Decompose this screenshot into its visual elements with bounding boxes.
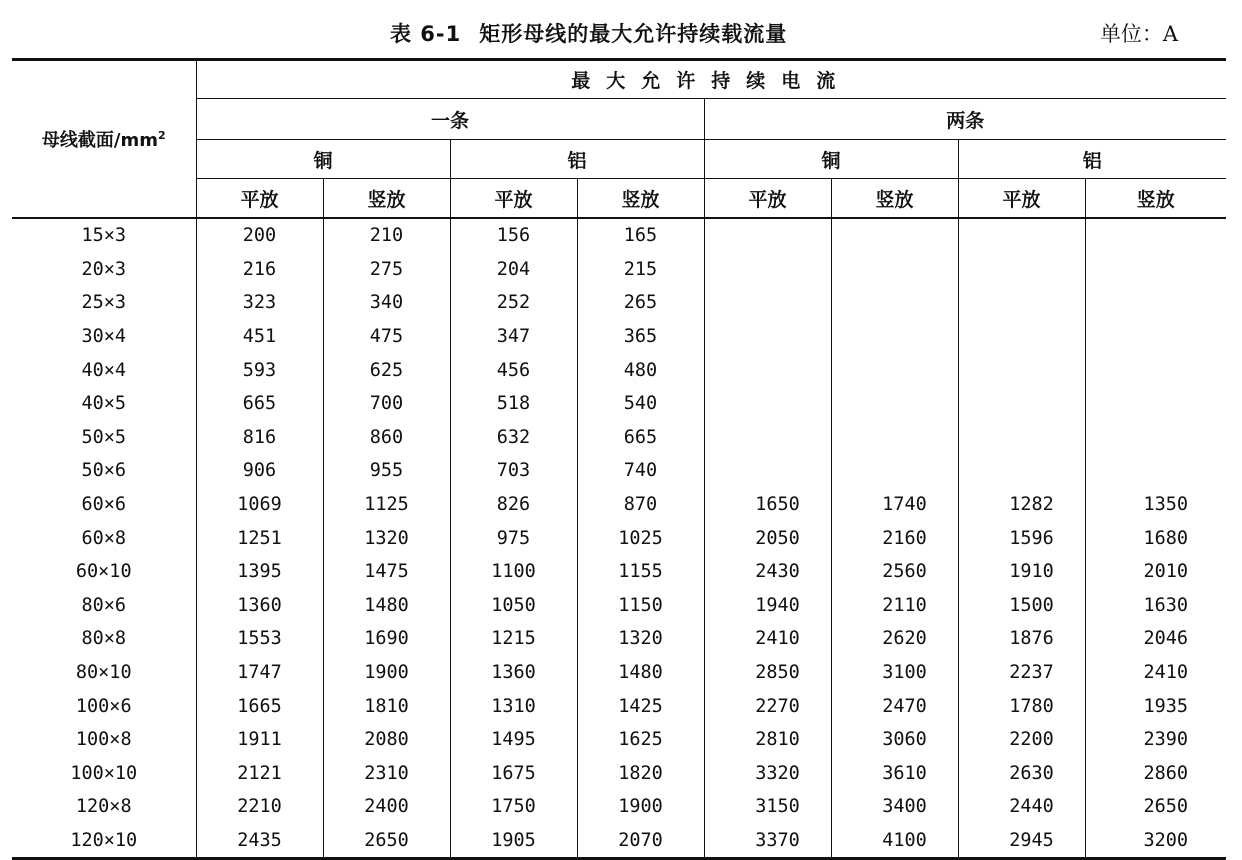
current-value-cell: 1500 bbox=[958, 589, 1085, 623]
current-value-cell bbox=[704, 454, 831, 488]
current-value-cell: 156 bbox=[450, 218, 577, 253]
current-value-cell: 3150 bbox=[704, 790, 831, 824]
current-value-cell: 2650 bbox=[323, 824, 450, 859]
current-value-cell: 2070 bbox=[577, 824, 704, 859]
current-value-cell: 703 bbox=[450, 454, 577, 488]
section-cell: 100×6 bbox=[12, 689, 196, 723]
current-value-cell: 216 bbox=[196, 253, 323, 287]
current-value-cell: 740 bbox=[577, 454, 704, 488]
current-value-cell: 1350 bbox=[1143, 494, 1189, 516]
current-value-cell: 2945 bbox=[958, 824, 1085, 859]
current-value-cell: 2046 bbox=[1143, 628, 1189, 650]
current-value-cell: 2810 bbox=[704, 723, 831, 757]
current-value-cell: 1320 bbox=[577, 622, 704, 656]
current-value-cell: 1100 bbox=[450, 555, 577, 589]
flat-header: 平放 bbox=[450, 179, 577, 219]
table-row bbox=[12, 320, 1226, 354]
current-value-cell bbox=[958, 320, 1085, 354]
current-value-cell bbox=[704, 353, 831, 387]
section-cell: 15×3 bbox=[12, 218, 196, 253]
table-row bbox=[12, 622, 1226, 656]
current-value-cell: 2620 bbox=[831, 622, 958, 656]
section-cell: 60×8 bbox=[12, 521, 196, 555]
current-value-cell: 265 bbox=[577, 286, 704, 320]
section-cell: 60×10 bbox=[12, 555, 196, 589]
vertical-header: 竖放 bbox=[323, 179, 450, 219]
current-value-cell: 2430 bbox=[704, 555, 831, 589]
current-value-cell bbox=[704, 387, 831, 421]
table-title-text: 矩形母线的最大允许持续载流量 bbox=[479, 22, 788, 46]
current-value-cell: 975 bbox=[450, 521, 577, 555]
current-value-cell bbox=[1085, 454, 1226, 488]
current-value-cell: 1251 bbox=[196, 521, 323, 555]
current-value-cell bbox=[958, 286, 1085, 320]
current-value-cell bbox=[1085, 286, 1226, 320]
current-value-cell: 1125 bbox=[323, 488, 450, 522]
current-value-cell: 3400 bbox=[831, 790, 958, 824]
current-value-cell bbox=[1085, 253, 1226, 287]
current-value-cell: 456 bbox=[450, 353, 577, 387]
section-cell: 20×3 bbox=[12, 253, 196, 287]
current-value-cell: 2110 bbox=[831, 589, 958, 623]
current-value-cell: 1940 bbox=[704, 589, 831, 623]
current-value-cell: 2650 bbox=[1143, 796, 1189, 818]
current-value-cell: 955 bbox=[323, 454, 450, 488]
current-value-cell: 2435 bbox=[196, 824, 323, 859]
current-capacity-table bbox=[12, 58, 1226, 860]
current-value-cell bbox=[704, 253, 831, 287]
current-value-cell: 1150 bbox=[577, 589, 704, 623]
table-row bbox=[12, 253, 1226, 287]
current-value-cell bbox=[831, 387, 958, 421]
current-value-cell: 1425 bbox=[577, 689, 704, 723]
current-value-cell: 1665 bbox=[196, 689, 323, 723]
current-value-cell bbox=[958, 387, 1085, 421]
current-value-cell: 1650 bbox=[704, 488, 831, 522]
table-row bbox=[12, 589, 1226, 623]
current-value-cell: 2121 bbox=[196, 757, 323, 791]
current-value-cell: 2200 bbox=[958, 723, 1085, 757]
current-value-cell bbox=[958, 454, 1085, 488]
current-value-cell: 1475 bbox=[323, 555, 450, 589]
current-value-cell: 210 bbox=[323, 218, 450, 253]
table-row bbox=[12, 421, 1226, 455]
current-value-cell: 665 bbox=[577, 421, 704, 455]
current-value-cell: 1876 bbox=[958, 622, 1085, 656]
current-value-cell: 2237 bbox=[958, 656, 1085, 690]
table-row bbox=[12, 757, 1226, 791]
current-value-cell: 2080 bbox=[323, 723, 450, 757]
current-value-cell: 3200 bbox=[1085, 824, 1226, 859]
table-row bbox=[12, 218, 1226, 253]
one-bar-copper-header: 铜 bbox=[196, 140, 450, 179]
current-value-cell: 340 bbox=[323, 286, 450, 320]
table-title bbox=[390, 18, 787, 48]
current-value-cell: 593 bbox=[196, 353, 323, 387]
current-value-cell: 1750 bbox=[450, 790, 577, 824]
section-cell: 50×6 bbox=[12, 454, 196, 488]
current-value-cell: 200 bbox=[196, 218, 323, 253]
current-value-cell: 1810 bbox=[323, 689, 450, 723]
current-value-cell: 625 bbox=[323, 353, 450, 387]
section-cell: 60×6 bbox=[12, 488, 196, 522]
section-header-sup: 2 bbox=[157, 129, 166, 142]
current-value-cell: 870 bbox=[577, 488, 704, 522]
current-value-cell bbox=[831, 454, 958, 488]
current-value-cell: 1625 bbox=[577, 723, 704, 757]
current-value-cell bbox=[831, 218, 958, 253]
current-value-cell: 3370 bbox=[704, 824, 831, 859]
current-value-cell: 1900 bbox=[323, 656, 450, 690]
table-row bbox=[12, 555, 1226, 589]
current-value-cell bbox=[831, 353, 958, 387]
current-value-cell: 2010 bbox=[1143, 561, 1189, 583]
current-value-cell: 1900 bbox=[577, 790, 704, 824]
current-value-cell: 1935 bbox=[1143, 695, 1189, 717]
current-value-cell: 2210 bbox=[196, 790, 323, 824]
current-value-cell: 1310 bbox=[450, 689, 577, 723]
current-value-cell: 1320 bbox=[323, 521, 450, 555]
two-bars-copper-header: 铜 bbox=[704, 140, 958, 179]
current-value-cell: 2440 bbox=[958, 790, 1085, 824]
current-value-cell: 1596 bbox=[958, 521, 1085, 555]
unit-label: 单位：A bbox=[1099, 22, 1178, 46]
current-value-cell bbox=[704, 421, 831, 455]
current-value-cell: 1282 bbox=[958, 488, 1085, 522]
current-value-cell: 3320 bbox=[704, 757, 831, 791]
current-value-cell bbox=[831, 253, 958, 287]
current-value-cell: 540 bbox=[577, 387, 704, 421]
two-bars-header: 两条 bbox=[704, 99, 1226, 140]
current-value-cell: 4100 bbox=[831, 824, 958, 859]
current-value-cell: 1395 bbox=[196, 555, 323, 589]
table-body bbox=[12, 218, 1226, 859]
current-value-cell: 3060 bbox=[831, 723, 958, 757]
current-value-cell: 475 bbox=[323, 320, 450, 354]
section-header-label: 母线截面/mm bbox=[41, 130, 158, 151]
current-value-cell: 700 bbox=[323, 387, 450, 421]
current-value-cell bbox=[958, 353, 1085, 387]
current-value-cell: 1911 bbox=[196, 723, 323, 757]
section-cell: 30×4 bbox=[12, 320, 196, 354]
current-value-cell: 480 bbox=[577, 353, 704, 387]
current-value-cell: 1675 bbox=[450, 757, 577, 791]
current-value-cell: 1680 bbox=[1143, 527, 1189, 549]
current-value-cell: 1690 bbox=[323, 622, 450, 656]
current-value-cell: 2630 bbox=[958, 757, 1085, 791]
current-value-cell bbox=[1085, 320, 1226, 354]
current-value-cell bbox=[958, 218, 1085, 253]
current-value-cell: 518 bbox=[450, 387, 577, 421]
current-value-cell: 1630 bbox=[1143, 594, 1189, 616]
flat-header: 平放 bbox=[958, 179, 1085, 219]
table-row bbox=[12, 824, 1226, 859]
table-row bbox=[12, 286, 1226, 320]
current-value-cell: 826 bbox=[450, 488, 577, 522]
table-row bbox=[12, 454, 1226, 488]
current-value-cell: 2310 bbox=[323, 757, 450, 791]
current-value-cell: 1910 bbox=[958, 555, 1085, 589]
current-value-cell: 3100 bbox=[831, 656, 958, 690]
max-current-header: 最大允许持续电流 bbox=[196, 60, 1226, 99]
current-value-cell bbox=[704, 286, 831, 320]
one-bar-header: 一条 bbox=[196, 99, 704, 140]
section-header bbox=[12, 60, 196, 219]
current-value-cell: 816 bbox=[196, 421, 323, 455]
one-bar-aluminum-header: 铝 bbox=[450, 140, 704, 179]
current-value-cell: 1215 bbox=[450, 622, 577, 656]
table-row bbox=[12, 353, 1226, 387]
flat-header: 平放 bbox=[704, 179, 831, 219]
current-value-cell: 1780 bbox=[958, 689, 1085, 723]
current-value-cell: 1820 bbox=[577, 757, 704, 791]
vertical-header: 竖放 bbox=[1085, 179, 1226, 219]
current-value-cell: 1069 bbox=[196, 488, 323, 522]
current-value-cell bbox=[1085, 387, 1226, 421]
current-value-cell: 275 bbox=[323, 253, 450, 287]
current-value-cell: 1553 bbox=[196, 622, 323, 656]
table-row bbox=[12, 488, 1226, 522]
current-value-cell: 252 bbox=[450, 286, 577, 320]
flat-header: 平放 bbox=[196, 179, 323, 219]
current-value-cell: 632 bbox=[450, 421, 577, 455]
section-cell: 25×3 bbox=[12, 286, 196, 320]
section-cell: 40×4 bbox=[12, 353, 196, 387]
current-value-cell: 1905 bbox=[450, 824, 577, 859]
current-value-cell: 2270 bbox=[704, 689, 831, 723]
current-value-cell: 2850 bbox=[704, 656, 831, 690]
current-value-cell: 2470 bbox=[831, 689, 958, 723]
vertical-header: 竖放 bbox=[831, 179, 958, 219]
current-value-cell: 860 bbox=[323, 421, 450, 455]
current-value-cell: 2400 bbox=[323, 790, 450, 824]
current-value-cell: 1360 bbox=[450, 656, 577, 690]
current-value-cell: 1360 bbox=[196, 589, 323, 623]
table-row bbox=[12, 723, 1226, 757]
current-value-cell: 204 bbox=[450, 253, 577, 287]
current-value-cell bbox=[831, 320, 958, 354]
table-row bbox=[12, 656, 1226, 690]
current-value-cell: 906 bbox=[196, 454, 323, 488]
section-cell: 50×5 bbox=[12, 421, 196, 455]
current-value-cell: 215 bbox=[577, 253, 704, 287]
table-row bbox=[12, 387, 1226, 421]
current-value-cell bbox=[1085, 353, 1226, 387]
section-cell: 120×8 bbox=[12, 790, 196, 824]
current-value-cell: 1495 bbox=[450, 723, 577, 757]
current-value-cell: 1155 bbox=[577, 555, 704, 589]
current-value-cell bbox=[831, 286, 958, 320]
table-caption bbox=[0, 14, 1242, 54]
section-cell: 80×6 bbox=[12, 589, 196, 623]
current-value-cell bbox=[1085, 421, 1226, 455]
current-value-cell: 2390 bbox=[1143, 729, 1189, 751]
current-value-cell: 3610 bbox=[831, 757, 958, 791]
section-cell: 40×5 bbox=[12, 387, 196, 421]
current-value-cell: 323 bbox=[196, 286, 323, 320]
current-value-cell bbox=[958, 421, 1085, 455]
table-row bbox=[12, 689, 1226, 723]
current-value-cell: 665 bbox=[196, 387, 323, 421]
section-cell: 80×8 bbox=[12, 622, 196, 656]
current-value-cell: 2410 bbox=[1143, 662, 1189, 684]
current-value-cell: 1480 bbox=[323, 589, 450, 623]
table-number: 表 6-1 bbox=[390, 22, 462, 46]
vertical-header: 竖放 bbox=[577, 179, 704, 219]
current-value-cell bbox=[831, 421, 958, 455]
current-value-cell: 1740 bbox=[831, 488, 958, 522]
current-value-cell: 1480 bbox=[577, 656, 704, 690]
section-cell: 120×10 bbox=[12, 824, 196, 859]
current-value-cell: 347 bbox=[450, 320, 577, 354]
current-value-cell: 2160 bbox=[831, 521, 958, 555]
section-cell: 80×10 bbox=[12, 656, 196, 690]
table-row bbox=[12, 790, 1226, 824]
current-value-cell: 2410 bbox=[704, 622, 831, 656]
section-cell: 100×8 bbox=[12, 723, 196, 757]
current-value-cell: 2050 bbox=[704, 521, 831, 555]
current-value-cell bbox=[704, 320, 831, 354]
current-value-cell: 451 bbox=[196, 320, 323, 354]
current-value-cell: 1747 bbox=[196, 656, 323, 690]
current-value-cell bbox=[704, 218, 831, 253]
current-value-cell: 165 bbox=[577, 218, 704, 253]
current-value-cell bbox=[1085, 218, 1226, 253]
current-value-cell: 2860 bbox=[1143, 762, 1189, 784]
current-value-cell: 1050 bbox=[450, 589, 577, 623]
current-value-cell bbox=[958, 253, 1085, 287]
current-value-cell: 2560 bbox=[831, 555, 958, 589]
current-value-cell: 365 bbox=[577, 320, 704, 354]
table-row bbox=[12, 521, 1226, 555]
two-bars-aluminum-header: 铝 bbox=[958, 140, 1226, 179]
section-cell: 100×10 bbox=[12, 757, 196, 791]
current-value-cell: 1025 bbox=[577, 521, 704, 555]
